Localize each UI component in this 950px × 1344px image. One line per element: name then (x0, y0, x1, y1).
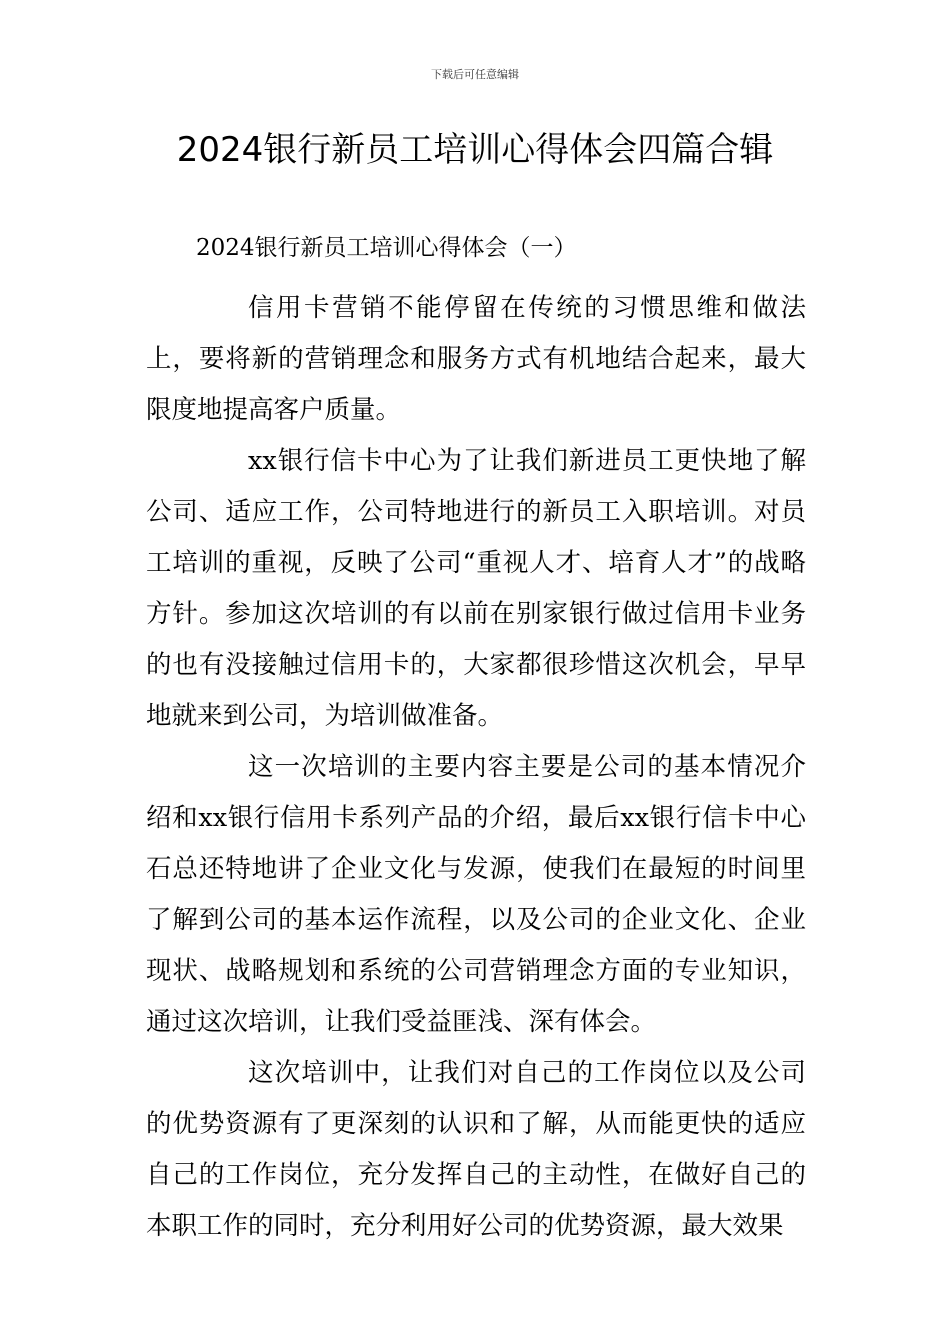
paragraph-1: 信用卡营销不能停留在传统的习惯思维和做法上，要将新的营销理念和服务方式有机地结合起来，最大限度地提高客户质量。 (146, 293, 806, 425)
document-body (146, 283, 806, 1252)
paragraph-3: 这一次培训的主要内容主要是公司的基本情况介绍和xx银行信用卡系列产品的介绍，最后xx银行信卡中心石总还特地讲了企业文化与发源，使我们在最短的时间里了解到公司的基本运作流程，以及公司的企业文化、企业现状、战略规划和系统的公司营销理念方面的专业知识，通过这次培训，让我们受益匪浅、深有体会。 (146, 752, 806, 1037)
paragraph-2: xx银行信卡中心为了让我们新进员工更快地了解公司、适应工作，公司特地进行的新员工入职培训。对员工培训的重视，反映了公司“重视人才、培育人才”的战略方针。参加这次培训的有以前在别家银行做过信用卡业务的也有没接触过信用卡的，大家都很珍惜这次机会，早早地就来到公司，为培训做准备。 (146, 446, 806, 731)
section-title: 2024银行新员工培训心得体会（一） (196, 235, 577, 261)
paragraph-4: 这次培训中，让我们对自己的工作岗位以及公司的优势资源有了更深刻的认识和了解，从而能更快的适应自己的工作岗位，充分发挥自己的主动性，在做好自己的本职工作的同时，充分利用好公司的优势资源，最大效果 (146, 1058, 806, 1241)
header-note: 下载后可任意编辑 (431, 68, 519, 81)
document-title: 2024银行新员工培训心得体会四篇合辑 (176, 130, 774, 170)
